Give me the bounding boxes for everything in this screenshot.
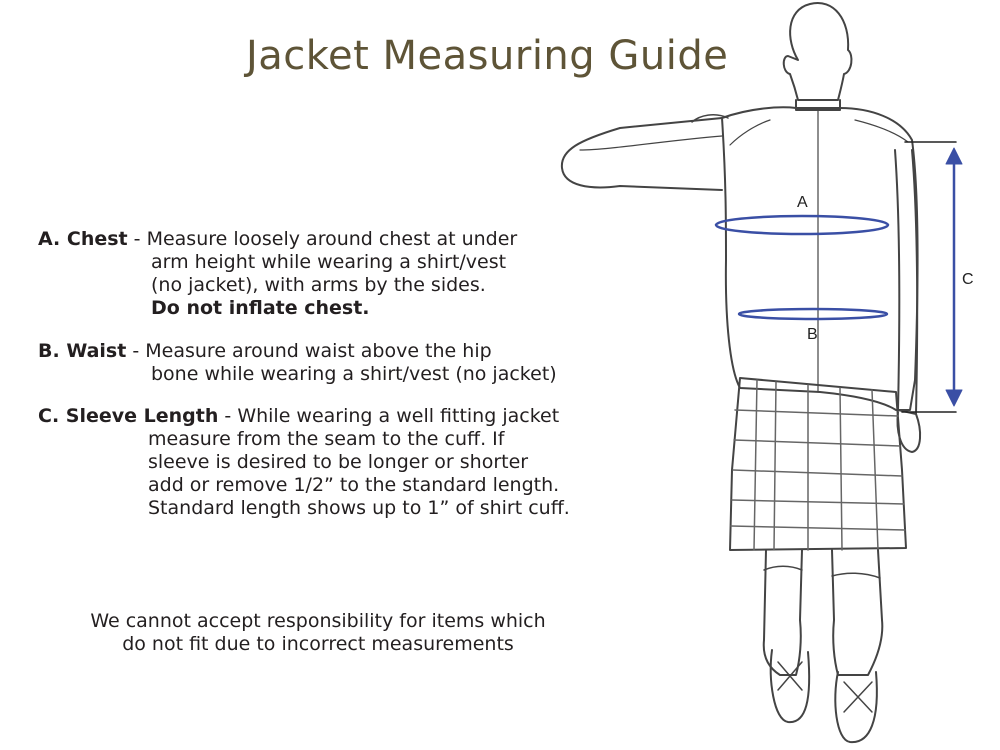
chest-marker: A <box>797 194 808 211</box>
sleeve-line-2: measure from the seam to the cuff. If <box>148 428 505 450</box>
sleeve-line-1: While wearing a well fitting jacket <box>237 405 560 427</box>
disclaimer-line-1: We cannot accept responsibility for items which <box>90 610 546 632</box>
chest-line-2: arm height while wearing a shirt/vest <box>151 251 507 273</box>
sleeve-line-5: Standard length shows up to 1” of shirt cuff. <box>148 497 570 519</box>
right-sock-top <box>832 573 880 578</box>
sleeve-arrow-top <box>946 148 962 164</box>
chest-line-3: (no jacket), with arms by the sides. <box>151 274 486 296</box>
right-laces <box>844 682 872 712</box>
waist-label: B. Waist <box>38 340 127 362</box>
kilt-tartan <box>731 380 905 550</box>
arm-fold <box>580 136 722 150</box>
sleeve-instruction <box>38 405 559 428</box>
sleeve-marker: C <box>962 271 974 288</box>
sleeve-label: C. Sleeve Length <box>38 405 219 427</box>
left-shoe <box>771 650 809 722</box>
page-title: Jacket Measuring Guide <box>246 33 729 79</box>
waist-sep: - <box>126 340 146 362</box>
waist-line-1: Measure around waist above the hip <box>145 340 492 362</box>
left-sock-top <box>764 566 802 570</box>
sleeve-arrow-bottom <box>946 390 962 406</box>
waist-instruction <box>38 340 492 363</box>
chest-label: A. Chest <box>38 228 128 250</box>
kilted-man-figure <box>550 0 1000 750</box>
sleeve-line-4: add or remove 1/2” to the standard length. <box>148 474 560 496</box>
sleeve-sep: - <box>218 405 238 427</box>
waist-marker: B <box>807 326 818 343</box>
waist-measure-line <box>739 309 887 319</box>
shoulder-seam-left <box>730 120 770 145</box>
right-arm <box>895 150 917 414</box>
head-outline <box>784 3 852 100</box>
chest-instruction <box>38 228 517 251</box>
shoulder-seam-right <box>855 120 908 142</box>
waist-line-2: bone while wearing a shirt/vest (no jacket) <box>151 363 557 385</box>
chest-warning: Do not inflate chest. <box>151 297 370 319</box>
disclaimer-line-2: do not fit due to incorrect measurements <box>122 633 514 655</box>
chest-line-1: Measure loosely around chest at under <box>146 228 518 250</box>
chest-sep: - <box>127 228 147 250</box>
right-leg <box>832 550 882 675</box>
jacket-outline <box>722 107 918 410</box>
raised-arm <box>562 118 722 190</box>
chest-measure-line <box>716 216 888 234</box>
sleeve-line-3: sleeve is desired to be longer or shorter <box>148 451 529 473</box>
